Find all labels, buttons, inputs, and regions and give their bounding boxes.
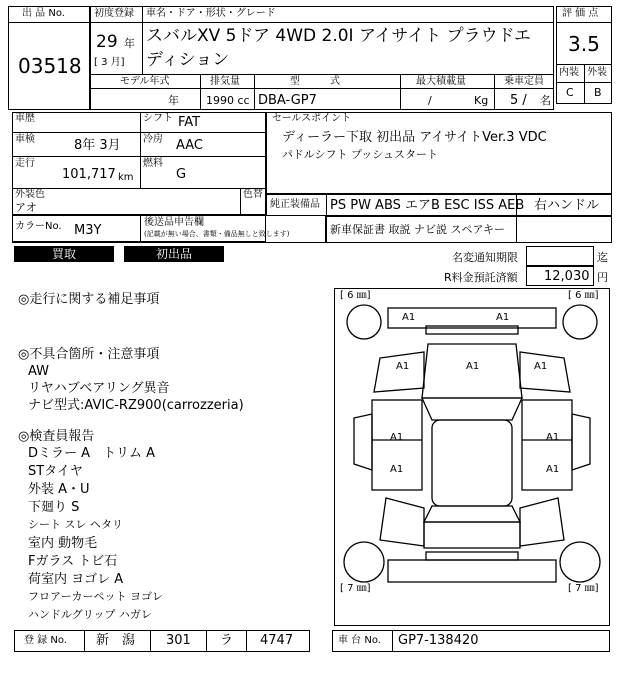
color-no: M3Y xyxy=(74,223,102,238)
model-code: DBA-GP7 xyxy=(258,93,317,108)
defect-item: ナビ型式:AVIC-RZ900(carrozzeria) xyxy=(28,398,244,413)
damage-mark: A1 xyxy=(396,361,410,372)
inspector-item: 外装 A・U xyxy=(28,482,90,497)
name-label: 車名・ドア・形状・グレード xyxy=(146,8,276,19)
damage-mark: A1 xyxy=(466,361,480,372)
mileage: 101,717 xyxy=(62,167,116,182)
docs: 新車保証書 取説 ナビ説 スペアキー xyxy=(330,223,506,236)
name-change-label: 名変通知期限 xyxy=(452,251,518,264)
color-no-label: カラーNo. xyxy=(15,221,62,232)
ext-color: アオ xyxy=(15,201,37,214)
ac: AAC xyxy=(176,138,203,153)
equipment-items: PS PW ABS エアB ESC ISS AEB xyxy=(330,198,525,213)
shift-label: シフト xyxy=(143,113,173,124)
name-change-field xyxy=(526,246,594,266)
damage-mark: A1 xyxy=(390,464,404,475)
ac-label: 冷房 xyxy=(143,134,163,145)
reg-label: 初度登録 xyxy=(94,8,134,19)
displacement-label: 排気量 xyxy=(210,76,240,87)
model-year-label: モデル年式 xyxy=(120,76,170,87)
inspection-label: 車検 xyxy=(15,134,35,145)
inspector-item: Fガラス トビ石 xyxy=(28,554,118,569)
sales-line2: パドルシフト プッシュスタート xyxy=(282,148,439,161)
load-label: 最大積載量 xyxy=(416,76,466,87)
registration-kana: ラ xyxy=(220,633,234,648)
registration-number: 4747 xyxy=(260,633,294,648)
tire-depth-front-right: [ 6 ㎜] xyxy=(568,290,599,301)
name-change-unit: 迄 xyxy=(597,251,608,264)
damage-mark: A1 xyxy=(496,312,510,323)
tire-depth-front-left: [ 6 ㎜] xyxy=(340,290,371,301)
history-label: 車歴 xyxy=(15,113,35,124)
inspector-item: 室内 動物毛 xyxy=(28,536,98,551)
capacity-label: 乗車定員 xyxy=(504,76,544,87)
inspector-item: 荷室内 ヨゴレ A xyxy=(28,572,124,587)
registration-class: 301 xyxy=(166,633,191,648)
buy-badge: 買取 xyxy=(14,246,114,262)
load-separator: / xyxy=(428,94,432,107)
load-unit: Kg xyxy=(474,94,489,107)
tire-depth-rear-right: [ 7 ㎜] xyxy=(568,583,599,594)
chassis-number: GP7-138420 xyxy=(398,633,479,648)
reg-year: 29 xyxy=(96,32,118,52)
recycle-amount: 12,030 xyxy=(544,269,590,284)
fuel-label: 燃料 xyxy=(143,158,163,169)
inspection: 8年 3月 xyxy=(74,138,121,153)
repaint-label: 色替 xyxy=(243,189,263,200)
inspector-title: ◎検査員報告 xyxy=(18,429,95,444)
model-year-unit: 年 xyxy=(168,94,179,107)
inspector-item: シート スレ ヘタリ xyxy=(28,518,123,531)
exterior-grade: B xyxy=(594,86,602,99)
interior-label: 内装 xyxy=(559,67,579,78)
inspector-item: STタイヤ xyxy=(28,464,83,479)
aftermarket-note: (記載が無い場合、書類・備品無しと致します) xyxy=(144,230,290,238)
score-label: 評 価 点 xyxy=(562,8,599,19)
inspector-item: フロアーカーペット ヨゴレ xyxy=(28,590,163,603)
registration-label: 登 録 No. xyxy=(24,635,67,646)
interior-grade: C xyxy=(566,86,574,99)
inspector-item: Dミラー A トリム A xyxy=(28,446,156,461)
damage-mark: A1 xyxy=(546,464,560,475)
reg-month: [ 3 月] xyxy=(94,57,125,68)
lot-number: 03518 xyxy=(18,54,82,78)
car-outline-diagram xyxy=(334,288,610,626)
defects-title: ◎不具合箇所・注意事項 xyxy=(18,347,160,362)
mileage-unit: km xyxy=(118,172,134,183)
recycle-label: R料金預託済額 xyxy=(444,271,518,284)
fuel: G xyxy=(176,167,187,182)
lot-label: 出 品 No. xyxy=(22,8,65,19)
registration-area: 新 潟 xyxy=(96,633,136,648)
mileage-label: 走行 xyxy=(15,158,35,169)
damage-mark: A1 xyxy=(390,432,404,443)
score: 3.5 xyxy=(568,32,600,56)
equipment-label: 純正装備品 xyxy=(270,199,320,210)
shift: FAT xyxy=(178,115,201,130)
car-name-line1: スバルXV 5ドア 4WD 2.0I アイサイト プラウドエ xyxy=(146,26,531,46)
exterior-label: 外装 xyxy=(587,67,607,78)
displacement: 1990 cc xyxy=(206,94,250,107)
defect-item: AW xyxy=(28,364,50,379)
chassis-label: 車 台 No. xyxy=(338,635,381,646)
first-listing-badge: 初出品 xyxy=(124,246,224,262)
damage-mark: A1 xyxy=(546,432,560,443)
inspector-item: ハンドルグリップ ハガレ xyxy=(28,608,152,621)
inspector-item: 下廻り S xyxy=(28,500,80,515)
capacity: 5 / xyxy=(510,93,527,108)
damage-mark: A1 xyxy=(534,361,548,372)
defect-item: リヤハブベアリング異音 xyxy=(28,381,170,396)
driving-notes-title: ◎走行に関する補足事項 xyxy=(18,292,160,307)
car-name-line2: ディション xyxy=(146,50,230,70)
steering: 右ハンドル xyxy=(534,198,600,213)
damage-mark: A1 xyxy=(402,312,416,323)
recycle-unit: 円 xyxy=(597,271,608,284)
capacity-unit: 名 xyxy=(540,94,551,107)
aftermarket-label: 後送品申告欄 xyxy=(144,217,204,228)
tire-depth-rear-left: [ 7 ㎜] xyxy=(340,583,371,594)
sales-line1: ディーラー下取 初出品 アイサイトVer.3 VDC xyxy=(282,130,547,145)
sales-label: セールスポイント xyxy=(272,113,352,124)
ext-color-label: 外装色 xyxy=(15,189,45,200)
year-unit: 年 xyxy=(124,37,135,50)
type-label: 型 式 xyxy=(290,76,340,87)
